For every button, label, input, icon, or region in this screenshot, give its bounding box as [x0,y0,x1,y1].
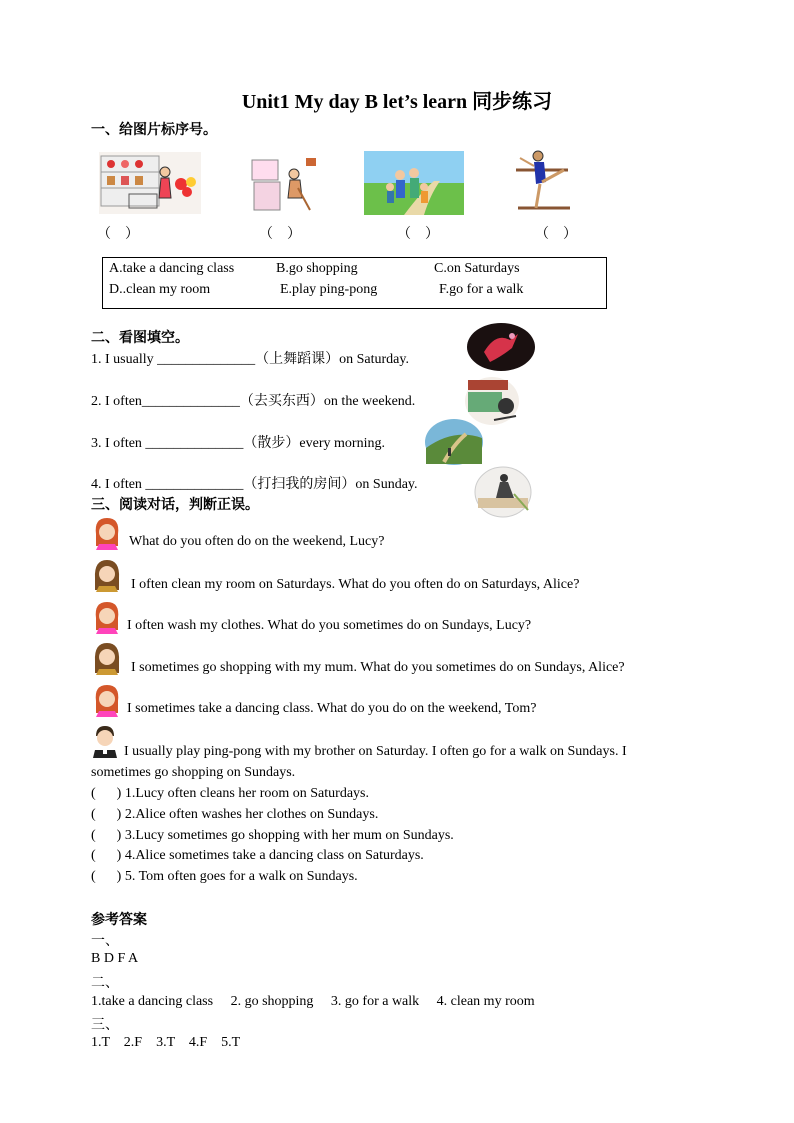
dialogue-line-4: I sometimes go shopping with my mum. What do you sometimes do on Sundays, Alice? [131,660,625,675]
section3-heading: 三、阅读对话，判断正误。 [91,498,259,513]
shopping-picture [99,152,201,214]
fill-item-2: 2. I often______________（去买东西）on the weekend. [91,394,416,409]
fill-item-4: 4. I often ______________（打扫我的房间）on Sunday. [91,477,418,492]
cleaning-room-picture [248,152,320,214]
option-f: F.go for a walk [439,282,524,297]
options-box [102,257,607,309]
answers-part3-label: 三、 [91,1018,119,1033]
statement-1[interactable]: ( ) 1.Lucy often cleans her room on Saturdays. [91,786,369,801]
dialogue-line-3: I often wash my clothes. What do you sometimes do on Sundays, Lucy? [127,618,532,633]
picture-blank-1[interactable]: （ ） [97,227,139,242]
statement-2[interactable]: ( ) 2.Alice often washes her clothes on Sundays. [91,807,379,822]
section1-heading: 一、给图片标序号。 [91,123,217,138]
answers-part1: B D F A [91,951,139,966]
dancing-photo [466,322,536,372]
dialogue-line-2: I often clean my room on Saturdays. What do you often do on Saturdays, Alice? [131,577,580,592]
lucy-avatar [92,516,122,550]
tom-avatar [90,724,120,758]
option-a: A.take a dancing class [109,261,235,276]
answers-part3: 1.T 2.F 3.T 4.F 5.T [91,1035,241,1050]
option-b: B.go shopping [276,261,358,276]
answers-part1-label: 一、 [91,934,119,949]
option-d: D..clean my room [109,282,211,297]
answers-heading: 参考答案 [91,913,147,928]
dancing-class-picture [514,148,572,214]
cleaning-photo [474,466,532,518]
lucy-avatar [92,600,122,634]
answers-part2: 1.take a dancing class 2. go shopping 3. go for a walk 4. clean my room [91,994,535,1009]
dialogue-line-7: sometimes go shopping on Sundays. [91,765,296,780]
picture-blank-4[interactable]: （ ） [535,227,577,242]
dialogue-line-6: I usually play ping-pong with my brother on Saturday. I often go for a walk on Sundays. I [124,744,627,759]
picture-blank-2[interactable]: （ ） [259,227,301,242]
statement-3[interactable]: ( ) 3.Lucy sometimes go shopping with her mum on Sundays. [91,828,454,843]
answers-part2-label: 二、 [91,976,119,991]
alice-avatar [92,558,122,592]
option-e: E.play ping-pong [280,282,378,297]
fill-item-1: 1. I usually ______________（上舞蹈课）on Saturday. [91,352,409,367]
family-walk-picture [364,151,464,215]
walking-photo [424,418,484,466]
section2-heading: 二、看图填空。 [91,331,189,346]
fill-item-3: 3. I often ______________（散步）every morning. [91,436,385,451]
dialogue-line-5: I sometimes take a dancing class. What do you do on the weekend, Tom? [127,701,537,716]
statement-5[interactable]: ( ) 5. Tom often goes for a walk on Sundays. [91,869,358,884]
alice-avatar [92,641,122,675]
dialogue-line-1: What do you often do on the weekend, Lucy? [129,534,385,549]
picture-blank-3[interactable]: （ ） [397,227,439,242]
lucy-avatar [92,683,122,717]
page-title: Unit1 My day B let’s learn 同步练习 [241,91,553,113]
statement-4[interactable]: ( ) 4.Alice sometimes take a dancing class on Saturdays. [91,848,424,863]
option-c: C.on Saturdays [434,261,520,276]
